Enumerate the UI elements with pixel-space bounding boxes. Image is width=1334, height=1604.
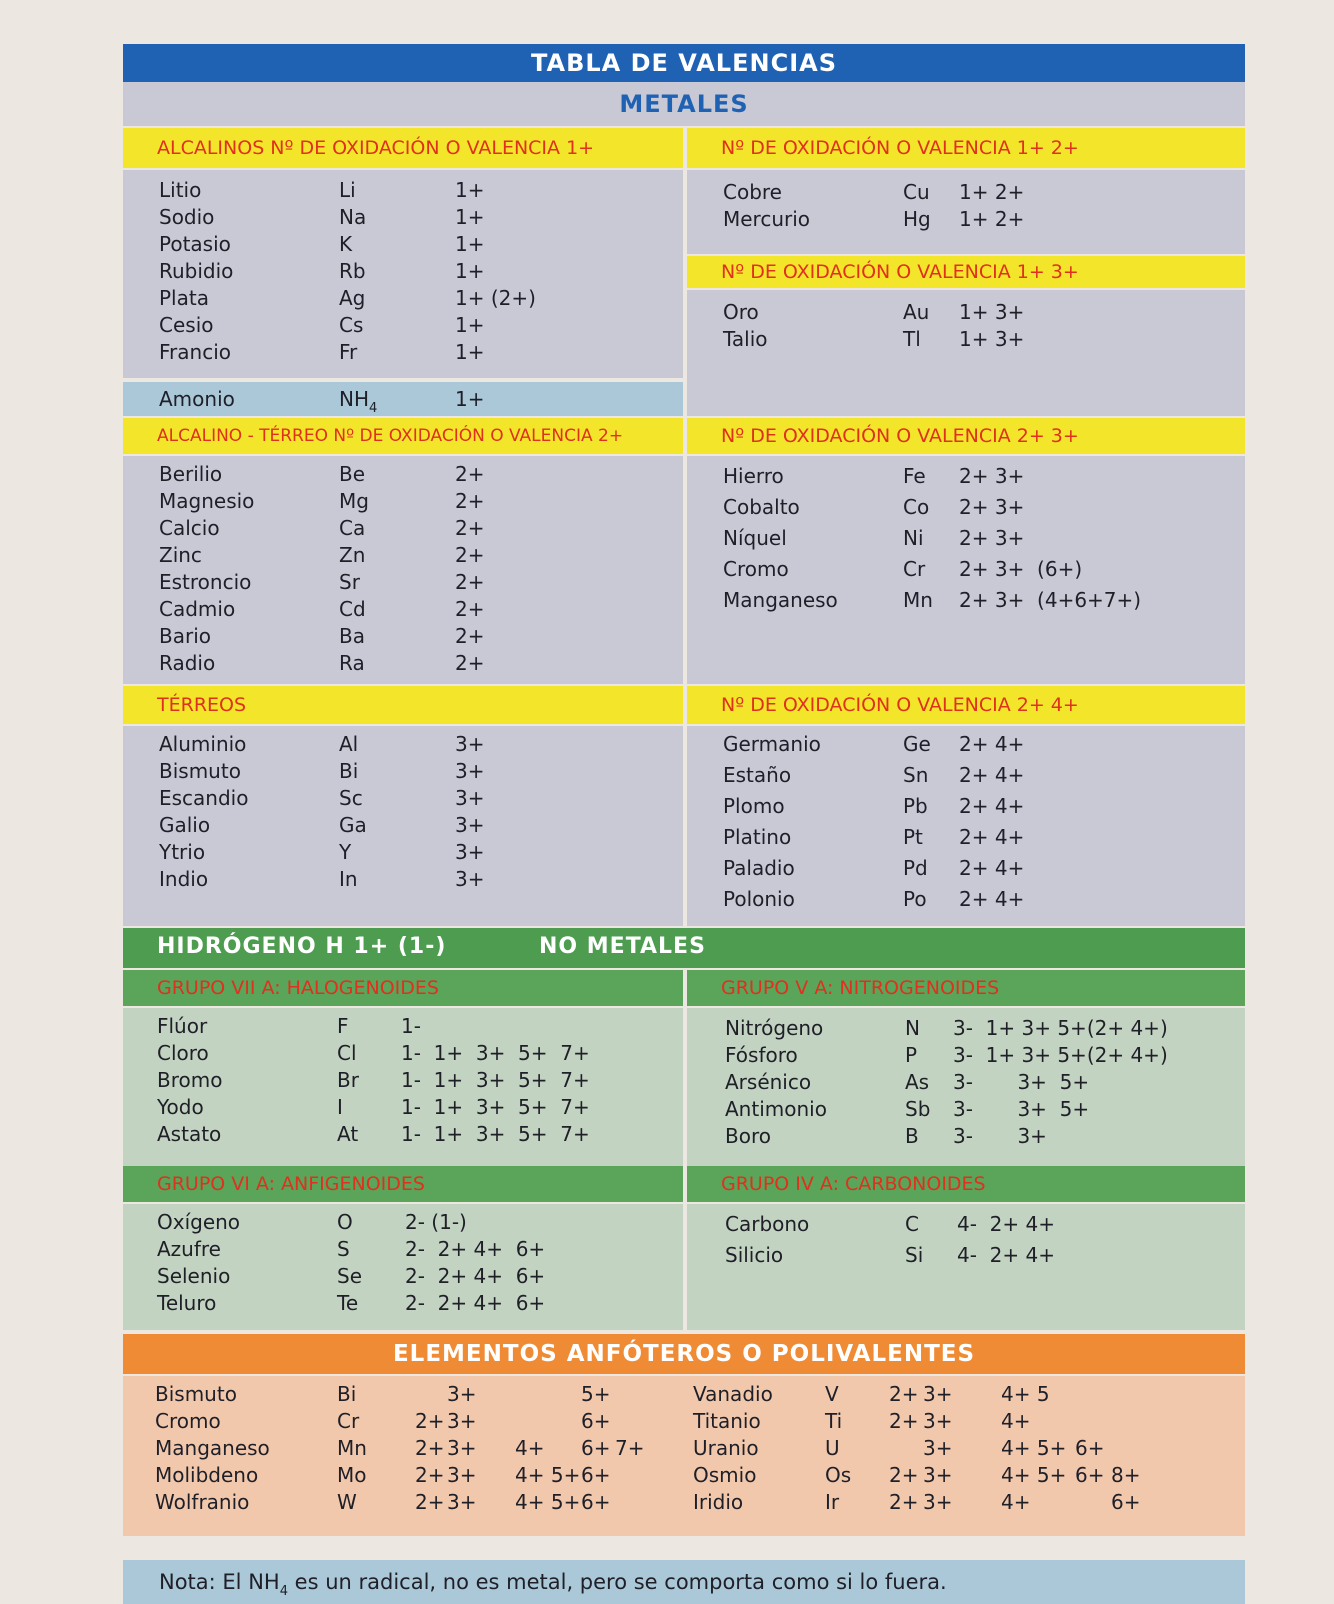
anfoteros-title: ELEMENTOS ANFÓTEROS O POLIVALENTES	[392, 1341, 976, 1367]
anfoteros-bar	[123, 1334, 1245, 1374]
terreos-header: TÉRREOS	[123, 686, 683, 724]
alcalinoterreo-header: ALCALINO - TÉRREO Nº DE OXIDACIÓN O VALENCIA 2+	[123, 418, 683, 454]
table-title: TABLA DE VALENCIAS	[531, 49, 837, 77]
v12-header: Nº DE OXIDACIÓN O VALENCIA 1+ 2+	[687, 128, 1245, 168]
metales-bar	[123, 82, 1245, 126]
anfigenoides-header: GRUPO VI A: ANFIGENOIDES	[123, 1166, 683, 1202]
table-title-bar	[123, 44, 1245, 82]
carbonoides-header: GRUPO IV A: CARBONOIDES	[687, 1166, 1245, 1202]
halogenoides-header: GRUPO VII A: HALOGENOIDES	[123, 970, 683, 1006]
no-metales-bar	[123, 928, 1245, 968]
alcalinos-header: ALCALINOS Nº DE OXIDACIÓN O VALENCIA 1+	[123, 128, 683, 168]
v23-header: Nº DE OXIDACIÓN O VALENCIA 2+ 3+	[687, 418, 1245, 454]
hidrogeno-label: HIDRÓGENO H 1+ (1-)	[157, 934, 447, 959]
nitrogenoides-header: GRUPO V A: NITROGENOIDES	[687, 970, 1245, 1006]
metales-title: METALES	[619, 90, 749, 118]
no-metales-title: NO METALES	[539, 934, 706, 959]
nota-text: Nota: El $NH_4$ es un radical, no es metal, pero se comporta como si lo fuera.	[159, 1570, 947, 1599]
v24-header: Nº DE OXIDACIÓN O VALENCIA 2+ 4+	[687, 686, 1245, 724]
valence-table-card: TABLA DE VALENCIAS METALES ALCALINOS Nº DE OXIDACIÓN O VALENCIA 1+ Litio Li 1+ Sodio Na 1+ Potasio K 1+ Rubidio Rb 1+ Plata Ag 1+ (2+) Cesio Cs 1+ Francio Fr 1+ Amonio $NH_4$ 1+ Nº DE OXIDACIÓN O VALENCIA 1+ 2+ Cobre Cu 1+ 2+ Mercurio Hg 1+ 2+ Nº DE OXIDACIÓN O VALENCIA 1+ 3+ Oro Au 1+ 3+ Talio Tl 1+ 3+ ALCALINO - TÉRREO Nº DE OXIDACIÓN O VALENCIA 2+ Berilio Be 2+ Magnesio Mg 2+ Calcio Ca 2+ Zinc Zn 2+ Estroncio Sr 2+ Cadmio Cd 2+ Bario Ba 2+ Radio Ra 2+ Nº DE OXIDACIÓN O VALENCIA 2+ 3+ Hierro Fe 2+ 3+ Cobalto Co 2+ 3+ Níquel Ni 2+ 3+ Cromo Cr 2+ 3+ (6+) Manganeso Mn 2+ 3+ (4+6+7+) TÉRREOS Aluminio Al 3+ Bismuto Bi 3+ Escandio Sc 3+ Galio Ga 3+ Ytrio Y 3+ Indio In 3+ Nº DE OXIDACIÓN O VALENCIA 2+ 4+ Germanio Ge 2+ 4+ Estaño Sn 2+ 4+ Plomo Pb 2+ 4+ Platino Pt 2+ 4+ Paladio Pd 2+ 4+ Polonio Po 2+ 4+ HIDRÓGENO H 1+ (1-) NO METALES GRUPO VII A: HALOGENOIDES Flúor F 1- Cloro Cl 1- 1+ 3+ 5+ 7+ Bromo Br 1- 1+ 3+ 5+ 7+ Yodo I 1- 1+ 3+ 5+ 7+ Astato At 1- 1+ 3+ 5+ 7+ GRUPO V A: NITROGENOIDES Nitrógeno N 3- 1+ 3+ 5+(2+ 4+) Fósforo P 3- 1+ 3+ 5+(2+ 4+) Arsénico As 3- 3+ 5+ Antimonio Sb 3- 3+ 5+ Boro B 3- 3+ GRUPO VI A: ANFIGENOIDES Oxígeno O 2- (1-) Azufre S 2- 2+ 4+ 6+ Selenio Se 2- 2+ 4+ 6+ Teluro Te 2- 2+ 4+ 6+ GRUPO IV A: CARBONOIDES Carbono C 4- 2+ 4+ Silicio Si 4- 2+ 4+ ELEMENTOS ANFÓTEROS O POLIVALENTES Bismuto Bi 3+ 5+ Cromo Cr 2+ 3+ 6+ Manganeso Mn 2+ 3+ 4+ 6+ 7+ Molibdeno Mo 2+ 3+ 4+ 5+ 6+ Wolfranio W 2+ 3+ 4+ 5+ 6+ Vanadio V 2+ 3+ 4+ 5 Titanio Ti 2+ 3+ 4+ Uranio U 3+ 4+ 5+ 6+ Osmio Os 2+ 3+ 4+ 5+ 6+ 8+ Iridio Ir 2+ 3+ 4+ 6+ Nota: El $NH_4$ es un radical, no es metal, pero se comporta como si lo fuera.	[123, 44, 1245, 1604]
v13-header: Nº DE OXIDACIÓN O VALENCIA 1+ 3+	[687, 256, 1245, 288]
